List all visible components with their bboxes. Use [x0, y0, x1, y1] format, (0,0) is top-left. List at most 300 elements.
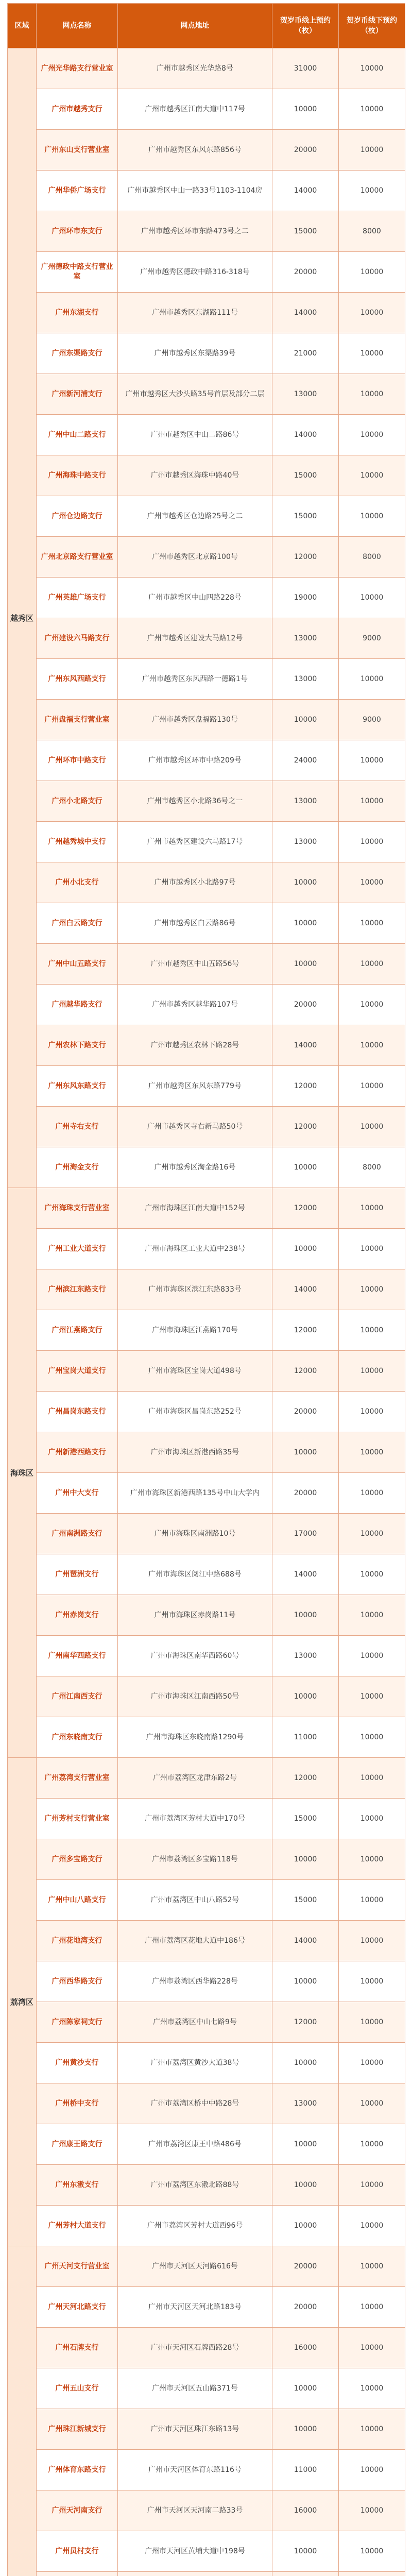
offline-quota-cell: 10000 — [339, 1269, 405, 1310]
table-row — [8, 1229, 405, 1269]
branch-address-cell: 广州市荔湾区花地大道中186号 — [118, 1921, 272, 1961]
online-quota-cell: 12000 — [272, 1351, 339, 1392]
table-row — [8, 1595, 405, 1636]
branch-name-cell: 广州五山支行 — [37, 2368, 118, 2409]
branch-name-cell: 广州东晓南支行 — [37, 1717, 118, 1758]
branch-name-cell: 广州康王路支行 — [37, 2124, 118, 2165]
table-row — [8, 862, 405, 903]
table-row — [8, 1636, 405, 1676]
branch-address-cell: 广州市海珠区江南西路50号 — [118, 1676, 272, 1717]
branch-address-cell: 广州市越秀区仓边路25号之二 — [118, 496, 272, 537]
branch-name-cell: 广州东风西路支行 — [37, 659, 118, 700]
online-quota-cell: 20000 — [272, 985, 339, 1025]
online-quota-cell: 12000 — [272, 1066, 339, 1107]
online-quota-cell: 12000 — [272, 537, 339, 578]
offline-quota-cell: 10000 — [339, 2206, 405, 2246]
branch-address-cell: 广州市越秀区环市东路473号之二 — [118, 211, 272, 252]
branch-name-cell: 广州黄沙支行 — [37, 2043, 118, 2083]
table-row — [8, 2287, 405, 2328]
branch-address-cell: 广州市越秀区农林下路28号 — [118, 1025, 272, 1066]
header-district: 区域 — [8, 4, 37, 48]
branch-name-cell: 广州芳村大道支行 — [37, 2206, 118, 2246]
offline-quota-cell: 10000 — [339, 1188, 405, 1229]
offline-quota-cell: 8000 — [339, 1147, 405, 1188]
offline-quota-cell: 8000 — [339, 211, 405, 252]
offline-quota-cell — [339, 2572, 405, 2576]
table-row — [8, 2490, 405, 2531]
branch-address-cell: 广州市越秀区小北路97号 — [118, 862, 272, 903]
header-online-quota: 贺岁币线上预约（枚） — [272, 4, 339, 48]
branch-name-cell: 广州新港西路支行 — [37, 1432, 118, 1473]
offline-quota-cell: 10000 — [339, 1229, 405, 1269]
branch-name-cell: 广州北京路支行营业室 — [37, 537, 118, 578]
branch-address-cell: 广州市海珠区赤岗路11号 — [118, 1595, 272, 1636]
table-row — [8, 89, 405, 130]
branch-name-cell: 广州天河南支行 — [37, 2490, 118, 2531]
branch-name-cell: 广州中大支行 — [37, 1473, 118, 1514]
table-row — [8, 1554, 405, 1595]
branch-name-cell: 广州德政中路支行营业室 — [37, 252, 118, 293]
online-quota-cell: 10000 — [272, 1595, 339, 1636]
offline-quota-cell: 10000 — [339, 171, 405, 211]
offline-quota-cell: 10000 — [339, 496, 405, 537]
branch-address-cell: 广州市越秀区海珠中路40号 — [118, 455, 272, 496]
online-quota-cell: 12000 — [272, 2002, 339, 2043]
online-quota-cell: 10000 — [272, 862, 339, 903]
offline-quota-cell: 10000 — [339, 1961, 405, 2002]
branch-address-cell: 广州市越秀区中山五路56号 — [118, 944, 272, 985]
offline-quota-cell: 10000 — [339, 2531, 405, 2572]
offline-quota-cell: 10000 — [339, 2287, 405, 2328]
table-row — [8, 1880, 405, 1921]
branch-address-cell: 广州市荔湾区芳村大道西96号 — [118, 2206, 272, 2246]
online-quota-cell: 11000 — [272, 1717, 339, 1758]
online-quota-cell: 13000 — [272, 659, 339, 700]
offline-quota-cell: 10000 — [339, 578, 405, 618]
branch-address-cell: 广州市越秀区越华路107号 — [118, 985, 272, 1025]
table-row — [8, 1107, 405, 1147]
branch-address-cell: 广州市越秀区东风西路一德路1号 — [118, 659, 272, 700]
online-quota-cell: 12000 — [272, 1107, 339, 1147]
branch-name-cell: 广州中山五路支行 — [37, 944, 118, 985]
branch-address-cell: 广州市海珠区滨江东路833号 — [118, 1269, 272, 1310]
branch-address-cell: 广州市荔湾区黄沙大道38号 — [118, 2043, 272, 2083]
branch-address-cell: 广州市荔湾区西华路228号 — [118, 1961, 272, 2002]
branch-name-cell: 广州新河浦支行 — [37, 374, 118, 415]
district-cell: 越秀区 — [8, 48, 37, 1188]
branch-address-cell: 广州市海珠区江燕路170号 — [118, 1310, 272, 1351]
online-quota-cell: 13000 — [272, 618, 339, 659]
branch-address-cell: 广州市海珠区南洲路10号 — [118, 1514, 272, 1554]
online-quota-cell: 19000 — [272, 578, 339, 618]
branch-name-cell: 广州花地湾支行 — [37, 1921, 118, 1961]
branch-address-cell: 广州市越秀区东风东路779号 — [118, 1066, 272, 1107]
branch-address-cell: 广州市越秀区北京路100号 — [118, 537, 272, 578]
table-row — [8, 1758, 405, 1799]
online-quota-cell: 10000 — [272, 2409, 339, 2450]
branch-address-cell: 广州市天河区体育东路116号 — [118, 2450, 272, 2490]
branch-name-cell: 广州淘金支行 — [37, 1147, 118, 1188]
branch-address-cell: 广州市天河区五山路371号 — [118, 2368, 272, 2409]
branch-name-cell: 广州市越秀支行 — [37, 89, 118, 130]
table-row — [8, 455, 405, 496]
table-row — [8, 659, 405, 700]
table-body — [8, 48, 405, 2576]
branch-table-container — [7, 3, 405, 2576]
online-quota-cell: 20000 — [272, 1392, 339, 1432]
online-quota-cell: 10000 — [272, 2043, 339, 2083]
branch-address-cell: 广州市越秀区光华路8号 — [118, 48, 272, 89]
offline-quota-cell: 10000 — [339, 415, 405, 455]
branch-name-cell: 广州东风东路支行 — [37, 1066, 118, 1107]
table-row — [8, 2083, 405, 2124]
offline-quota-cell: 10000 — [339, 48, 405, 89]
table-row — [8, 2206, 405, 2246]
branch-name-cell: 广州西华路支行 — [37, 1961, 118, 2002]
online-quota-cell: 14000 — [272, 1554, 339, 1595]
branch-name-cell: 广州天河支行营业室 — [37, 2246, 118, 2287]
offline-quota-cell: 9000 — [339, 700, 405, 740]
branch-name-cell: 广州南华西路支行 — [37, 1636, 118, 1676]
offline-quota-cell: 10000 — [339, 1554, 405, 1595]
table-row — [8, 1921, 405, 1961]
branch-name-cell: 广州光华路支行营业室 — [37, 48, 118, 89]
table-row — [8, 1961, 405, 2002]
online-quota-cell: 10000 — [272, 1676, 339, 1717]
branch-name-cell: 广州建设六马路支行 — [37, 618, 118, 659]
table-row — [8, 2002, 405, 2043]
branch-name-cell: 广州东渠路支行 — [37, 333, 118, 374]
branch-address-cell: 广州市荔湾区中山七路9号 — [118, 2002, 272, 2043]
branch-address-cell: 广州市越秀区中山一路33号1103-1104房 — [118, 171, 272, 211]
online-quota-cell: 10000 — [272, 2206, 339, 2246]
branch-address-cell: 广州市天河区天河北路183号 — [118, 2287, 272, 2328]
branch-address-cell: 广州市荔湾区东漖北路88号 — [118, 2165, 272, 2206]
branch-address-cell: 广州市海珠区江南大道中152号 — [118, 1188, 272, 1229]
online-quota-cell: 31000 — [272, 48, 339, 89]
district-cell: 荔湾区 — [8, 1758, 37, 2246]
branch-address-cell: 广州市越秀区建设六马路17号 — [118, 822, 272, 862]
header-branch-address: 网点地址 — [118, 4, 272, 48]
offline-quota-cell: 10000 — [339, 2043, 405, 2083]
offline-quota-cell: 10000 — [339, 944, 405, 985]
table-row — [8, 2246, 405, 2287]
online-quota-cell: 12000 — [272, 1310, 339, 1351]
table-row — [8, 537, 405, 578]
branch-name-cell: 广州芳村支行营业室 — [37, 1799, 118, 1839]
header-offline-quota: 贺岁币线下预约（枚） — [339, 4, 405, 48]
online-quota-cell: 10000 — [272, 700, 339, 740]
online-quota-cell: 15000 — [272, 455, 339, 496]
online-quota-cell: 15000 — [272, 1880, 339, 1921]
online-quota-cell: 20000 — [272, 130, 339, 171]
offline-quota-cell: 10000 — [339, 1880, 405, 1921]
offline-quota-cell: 10000 — [339, 2165, 405, 2206]
table-row — [8, 1269, 405, 1310]
table-row — [8, 2450, 405, 2490]
offline-quota-cell: 10000 — [339, 1432, 405, 1473]
table-row — [8, 1392, 405, 1432]
branch-address-cell: 广州市越秀区东渠路39号 — [118, 333, 272, 374]
branch-address-cell: 广州市越秀区东湖路111号 — [118, 293, 272, 333]
table-row — [8, 1066, 405, 1107]
online-quota-cell: 16000 — [272, 2328, 339, 2368]
offline-quota-cell: 10000 — [339, 740, 405, 781]
online-quota-cell: 13000 — [272, 2083, 339, 2124]
table-row — [8, 1676, 405, 1717]
online-quota-cell: 21000 — [272, 333, 339, 374]
branch-name-cell: 广州江南西支行 — [37, 1676, 118, 1717]
offline-quota-cell: 10000 — [339, 659, 405, 700]
online-quota-cell: 14000 — [272, 171, 339, 211]
branch-address-cell: 广州市越秀区白云路86号 — [118, 903, 272, 944]
offline-quota-cell: 10000 — [339, 862, 405, 903]
table-row — [8, 2531, 405, 2572]
offline-quota-cell: 10000 — [339, 1351, 405, 1392]
branch-name-cell: 广州昌岗东路支行 — [37, 1392, 118, 1432]
offline-quota-cell: 10000 — [339, 781, 405, 822]
offline-quota-cell: 10000 — [339, 1473, 405, 1514]
branch-name-cell: 广州小北支行 — [37, 862, 118, 903]
branch-name-cell: 广州天河北路支行 — [37, 2287, 118, 2328]
header-row — [8, 4, 405, 48]
table-row — [8, 1310, 405, 1351]
offline-quota-cell: 10000 — [339, 1392, 405, 1432]
table-row — [8, 1473, 405, 1514]
offline-quota-cell: 10000 — [339, 1676, 405, 1717]
table-row — [8, 211, 405, 252]
online-quota-cell: 10000 — [272, 1839, 339, 1880]
branch-address-cell: 广州市天河区石牌西路28号 — [118, 2328, 272, 2368]
table-header — [8, 4, 405, 48]
offline-quota-cell: 9000 — [339, 618, 405, 659]
branch-name-cell: 广州东湖支行 — [37, 293, 118, 333]
branch-name-cell: 广州环市中路支行 — [37, 740, 118, 781]
offline-quota-cell: 10000 — [339, 2490, 405, 2531]
branch-name-cell: 广州越华路支行 — [37, 985, 118, 1025]
online-quota-cell: 10000 — [272, 1147, 339, 1188]
table-row — [8, 2124, 405, 2165]
branch-name-cell: 广州体育东路支行 — [37, 2450, 118, 2490]
branch-address-cell: 广州市海珠区阅江中路688号 — [118, 1554, 272, 1595]
table-row — [8, 1025, 405, 1066]
branch-address-cell: 广州市荔湾区康王中路486号 — [118, 2124, 272, 2165]
branch-name-cell: 广州工业大道支行 — [37, 1229, 118, 1269]
branch-name-cell: 广州石牌支行 — [37, 2328, 118, 2368]
branch-name-cell: 广州赤岗支行 — [37, 1595, 118, 1636]
online-quota-cell: 10000 — [272, 2368, 339, 2409]
table-row — [8, 781, 405, 822]
online-quota-cell: 10000 — [272, 2531, 339, 2572]
branch-name-cell: 广州农林下路支行 — [37, 1025, 118, 1066]
table-row — [8, 1351, 405, 1392]
branch-name-cell: 广州荔湾支行营业室 — [37, 1758, 118, 1799]
branch-address-cell: 广州市海珠区新港西路35号 — [118, 1432, 272, 1473]
offline-quota-cell: 10000 — [339, 1799, 405, 1839]
branch-address-cell: 广州市荔湾区龙津东路2号 — [118, 1758, 272, 1799]
table-row — [8, 2572, 405, 2576]
offline-quota-cell: 10000 — [339, 985, 405, 1025]
online-quota-cell: 10000 — [272, 2165, 339, 2206]
table-row — [8, 252, 405, 293]
offline-quota-cell: 10000 — [339, 1595, 405, 1636]
table-row — [8, 171, 405, 211]
online-quota-cell: 10000 — [272, 1961, 339, 2002]
online-quota-cell: 14000 — [272, 1921, 339, 1961]
table-row — [8, 578, 405, 618]
branch-address-cell: 广州市海珠区昌岗东路252号 — [118, 1392, 272, 1432]
header-branch-name: 网点名称 — [37, 4, 118, 48]
branch-address-cell: 广州市越秀区建设大马路12号 — [118, 618, 272, 659]
offline-quota-cell: 8000 — [339, 537, 405, 578]
branch-address-cell: 广州市越秀区东风东路856号 — [118, 130, 272, 171]
offline-quota-cell: 10000 — [339, 1758, 405, 1799]
online-quota-cell: 13000 — [272, 781, 339, 822]
offline-quota-cell: 10000 — [339, 903, 405, 944]
online-quota-cell: 17000 — [272, 1514, 339, 1554]
branch-address-cell: 广州市越秀区德政中路316-318号 — [118, 252, 272, 293]
branch-address-cell: 广州市越秀区寺右新马路50号 — [118, 1107, 272, 1147]
online-quota-cell: 15000 — [272, 496, 339, 537]
table-row — [8, 2368, 405, 2409]
online-quota-cell: 10000 — [272, 2124, 339, 2165]
branch-address-cell: 广州市天河区天河南二路33号 — [118, 2490, 272, 2531]
table-row — [8, 985, 405, 1025]
branch-address-cell: 广州市越秀区环市中路209号 — [118, 740, 272, 781]
branch-table — [7, 3, 405, 2576]
offline-quota-cell: 10000 — [339, 2124, 405, 2165]
offline-quota-cell: 10000 — [339, 2368, 405, 2409]
table-row — [8, 1799, 405, 1839]
branch-address-cell: 广州市海珠区东晓南路1290号 — [118, 1717, 272, 1758]
online-quota-cell: 13000 — [272, 374, 339, 415]
table-row — [8, 903, 405, 944]
offline-quota-cell: 10000 — [339, 2083, 405, 2124]
branch-address-cell: 广州市越秀区中山二路86号 — [118, 415, 272, 455]
branch-name-cell: 广州桥中支行 — [37, 2083, 118, 2124]
online-quota-cell: 10000 — [272, 1432, 339, 1473]
branch-name-cell: 广州陈家祠支行 — [37, 2002, 118, 2043]
branch-address-cell: 广州市越秀区淘金路16号 — [118, 1147, 272, 1188]
table-row — [8, 496, 405, 537]
online-quota-cell: 15000 — [272, 1799, 339, 1839]
offline-quota-cell: 10000 — [339, 1921, 405, 1961]
offline-quota-cell: 10000 — [339, 252, 405, 293]
branch-name-cell: 广州中山八路支行 — [37, 1880, 118, 1921]
branch-address-cell: 广州市天河区天河路616号 — [118, 2246, 272, 2287]
offline-quota-cell: 10000 — [339, 2450, 405, 2490]
offline-quota-cell: 10000 — [339, 130, 405, 171]
branch-address-cell: 广州市荔湾区中山八路52号 — [118, 1880, 272, 1921]
table-row — [8, 293, 405, 333]
branch-name-cell: 广州员村支行 — [37, 2531, 118, 2572]
table-row — [8, 374, 405, 415]
branch-name-cell: 广州白云路支行 — [37, 903, 118, 944]
offline-quota-cell: 10000 — [339, 2409, 405, 2450]
district-cell — [8, 2246, 37, 2576]
table-row — [8, 333, 405, 374]
branch-name-cell: 广州环市东支行 — [37, 211, 118, 252]
offline-quota-cell: 10000 — [339, 333, 405, 374]
branch-name-cell: 广州琶洲支行 — [37, 1554, 118, 1595]
offline-quota-cell: 10000 — [339, 1025, 405, 1066]
table-row — [8, 1839, 405, 1880]
branch-address-cell: 广州市荔湾区桥中中路28号 — [118, 2083, 272, 2124]
branch-name-cell: 广州海珠中路支行 — [37, 455, 118, 496]
table-row — [8, 1432, 405, 1473]
offline-quota-cell: 10000 — [339, 293, 405, 333]
branch-name-cell: 广州越秀城中支行 — [37, 822, 118, 862]
offline-quota-cell: 10000 — [339, 1717, 405, 1758]
online-quota-cell: 14000 — [272, 293, 339, 333]
branch-address-cell: 广州市越秀区中山四路228号 — [118, 578, 272, 618]
offline-quota-cell: 10000 — [339, 1839, 405, 1880]
branch-address-cell: 广州市天河区珠江东路13号 — [118, 2409, 272, 2450]
branch-name-cell: 广州寺右支行 — [37, 1107, 118, 1147]
online-quota-cell: 10000 — [272, 944, 339, 985]
district-cell: 海珠区 — [8, 1188, 37, 1758]
online-quota-cell: 14000 — [272, 1025, 339, 1066]
offline-quota-cell: 10000 — [339, 455, 405, 496]
online-quota-cell: 20000 — [272, 2246, 339, 2287]
table-row — [8, 822, 405, 862]
table-row — [8, 48, 405, 89]
offline-quota-cell: 10000 — [339, 2328, 405, 2368]
online-quota-cell: 12000 — [272, 1758, 339, 1799]
online-quota-cell — [272, 2572, 339, 2576]
table-row — [8, 1188, 405, 1229]
table-row — [8, 1147, 405, 1188]
branch-address-cell: 广州市越秀区盘福路130号 — [118, 700, 272, 740]
table-row — [8, 130, 405, 171]
table-row — [8, 415, 405, 455]
branch-address-cell: 广州市越秀区大沙头路35号首层及部分二层 — [118, 374, 272, 415]
offline-quota-cell: 10000 — [339, 1514, 405, 1554]
offline-quota-cell: 10000 — [339, 89, 405, 130]
branch-name-cell: 广州宝岗大道支行 — [37, 1351, 118, 1392]
online-quota-cell: 16000 — [272, 2490, 339, 2531]
table-row — [8, 944, 405, 985]
online-quota-cell: 10000 — [272, 903, 339, 944]
online-quota-cell: 20000 — [272, 252, 339, 293]
online-quota-cell: 12000 — [272, 1188, 339, 1229]
table-row — [8, 2409, 405, 2450]
online-quota-cell: 14000 — [272, 415, 339, 455]
table-row — [8, 2165, 405, 2206]
branch-address-cell: 广州市越秀区江南大道中117号 — [118, 89, 272, 130]
branch-name-cell: 广州小北路支行 — [37, 781, 118, 822]
branch-address-cell: 广州市荔湾区芳村大道中170号 — [118, 1799, 272, 1839]
table-row — [8, 700, 405, 740]
branch-name-cell: 广州海珠支行营业室 — [37, 1188, 118, 1229]
online-quota-cell: 15000 — [272, 211, 339, 252]
table-row — [8, 740, 405, 781]
table-row — [8, 2043, 405, 2083]
branch-name-cell — [37, 2572, 118, 2576]
branch-address-cell: 广州市海珠区新港西路135号中山大学内 — [118, 1473, 272, 1514]
online-quota-cell: 13000 — [272, 1636, 339, 1676]
branch-name-cell: 广州江燕路支行 — [37, 1310, 118, 1351]
offline-quota-cell: 10000 — [339, 1066, 405, 1107]
branch-name-cell: 广州珠江新城支行 — [37, 2409, 118, 2450]
offline-quota-cell: 10000 — [339, 2246, 405, 2287]
branch-address-cell: 广州市荔湾区多宝路118号 — [118, 1839, 272, 1880]
online-quota-cell: 10000 — [272, 1229, 339, 1269]
table-row — [8, 2328, 405, 2368]
offline-quota-cell: 10000 — [339, 2002, 405, 2043]
branch-name-cell: 广州多宝路支行 — [37, 1839, 118, 1880]
branch-address-cell — [118, 2572, 272, 2576]
